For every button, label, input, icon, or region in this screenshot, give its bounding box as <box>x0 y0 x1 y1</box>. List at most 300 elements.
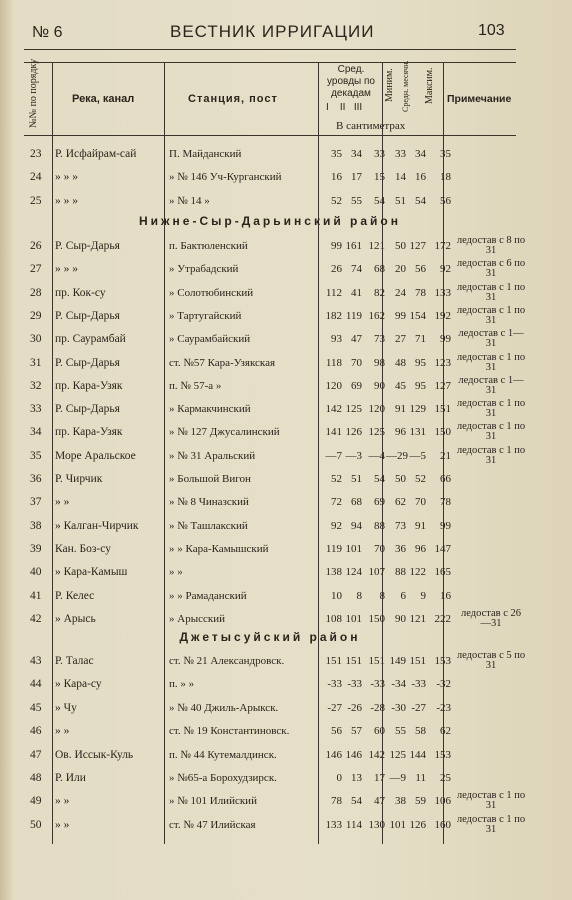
level-value: 10 <box>331 589 342 602</box>
level-value: 112 <box>325 286 342 299</box>
station-name: п. » » <box>169 678 195 691</box>
table-row <box>24 351 526 377</box>
level-value: -27 <box>411 701 426 714</box>
level-value: 27 <box>395 333 406 346</box>
level-value: 99 <box>331 240 342 252</box>
level-value: 144 <box>409 748 426 761</box>
level-value: 138 <box>325 566 342 579</box>
level-value: 9 <box>420 589 426 602</box>
level-value: 119 <box>325 542 342 555</box>
level-value: 99 <box>440 519 451 532</box>
station-name: » Утрабадский <box>169 263 239 276</box>
row-note: ледостав с 1—31 <box>458 374 524 396</box>
station-name: » № 8 Чиназский <box>169 496 249 509</box>
station-name: » № 14 » <box>169 194 210 207</box>
level-value: 98 <box>374 356 385 369</box>
table-row <box>24 421 526 446</box>
table-row <box>24 235 526 260</box>
row-number: 42 <box>30 612 42 625</box>
table-row <box>24 304 526 330</box>
row-note: ледостав с 26—31 <box>460 607 522 629</box>
table-row <box>24 790 526 815</box>
station-name: ст. № 47 Илийская <box>169 818 256 831</box>
level-value: 68 <box>351 496 362 509</box>
level-value: 41 <box>351 286 362 299</box>
station-name: » Солотюбинский <box>169 286 254 299</box>
level-value: 59 <box>415 795 426 808</box>
level-value: -34 <box>391 678 406 691</box>
level-value: 172 <box>434 240 451 252</box>
level-value: 88 <box>374 519 385 532</box>
row-number: 29 <box>30 309 42 322</box>
row-number: 28 <box>30 286 42 299</box>
level-value: 121 <box>368 240 385 252</box>
level-value: 54 <box>351 795 362 808</box>
level-value: 82 <box>374 286 385 299</box>
level-value: 47 <box>374 795 385 808</box>
header-note: Примечание <box>447 93 512 105</box>
level-value: 192 <box>434 309 451 322</box>
level-value: 6 <box>400 589 406 602</box>
level-value: 34 <box>351 148 362 160</box>
level-value: 51 <box>395 194 406 207</box>
row-note: ледостав с 1—31 <box>458 328 524 350</box>
station-name: » № 146 Уч-Курганский <box>169 171 282 184</box>
row-number: 46 <box>30 725 42 738</box>
row-number: 35 <box>30 449 42 462</box>
level-value: —3 <box>345 449 362 462</box>
station-name: » № Ташлакский <box>169 519 248 532</box>
level-value: 91 <box>395 403 406 416</box>
page-header <box>30 22 510 46</box>
level-value: 151 <box>434 403 451 416</box>
row-number: 33 <box>30 403 42 416</box>
level-value: 74 <box>351 263 362 276</box>
table-row <box>24 769 516 792</box>
level-value: 78 <box>415 286 426 299</box>
page-number: 103 <box>478 22 505 39</box>
level-value: 99 <box>440 333 451 346</box>
level-value: 35 <box>331 148 342 160</box>
level-value: 126 <box>409 818 426 831</box>
level-value: 20 <box>395 263 406 276</box>
river-name: Кан. Боз-су <box>55 542 111 555</box>
header-min: Миним. <box>384 68 395 102</box>
row-number: 41 <box>30 589 42 602</box>
row-number: 45 <box>30 701 42 714</box>
journal-title: ВЕСТНИК ИРРИГАЦИИ <box>170 22 375 41</box>
level-value: 14 <box>395 171 406 184</box>
row-note: ледостав с 1 по 31 <box>456 281 526 303</box>
level-value: 17 <box>374 772 385 784</box>
level-value: 17 <box>351 171 362 184</box>
table-row <box>24 493 516 516</box>
river-name: Р. Исфайрам-сай <box>55 148 137 160</box>
level-value: 38 <box>395 795 406 808</box>
table-row <box>24 813 526 839</box>
station-name: п. № 57-а » <box>169 379 222 392</box>
row-note: ледостав с 1 по 31 <box>456 304 526 326</box>
river-name: » Арысь <box>55 612 96 625</box>
river-name: Ов. Иссык-Куль <box>55 748 134 761</box>
level-value: -33 <box>327 678 342 691</box>
level-value: 123 <box>434 356 451 369</box>
level-value: 94 <box>351 519 362 532</box>
level-value: 150 <box>434 426 451 439</box>
station-name: П. Майданский <box>169 148 242 160</box>
level-value: 92 <box>440 263 451 276</box>
station-name: » Арысский <box>169 612 225 625</box>
station-name: п. Бактюленский <box>169 240 248 252</box>
level-value: -33 <box>370 678 385 691</box>
level-value: 160 <box>434 818 451 831</box>
station-name: » » <box>169 566 183 579</box>
river-name: пр. Кок-су <box>55 286 106 299</box>
table-row <box>24 675 516 698</box>
level-value: 51 <box>351 473 362 485</box>
river-name: » Кара-Камыш <box>55 566 128 579</box>
level-value: 47 <box>351 333 362 346</box>
level-value: 8 <box>379 589 385 602</box>
level-value: 8 <box>356 589 362 602</box>
level-value: 18 <box>440 171 451 184</box>
level-value: 54 <box>374 194 385 207</box>
level-value: 78 <box>331 795 342 808</box>
level-value: -27 <box>327 701 342 714</box>
level-value: 151 <box>368 655 385 667</box>
issue-number: № 6 <box>32 24 63 41</box>
level-value: 54 <box>415 194 426 207</box>
level-value: 66 <box>440 473 451 485</box>
station-name: » № 127 Джусалинский <box>169 426 280 439</box>
level-value: —9 <box>389 772 406 784</box>
level-value: 161 <box>345 240 362 252</box>
level-value: 151 <box>409 655 426 667</box>
level-value: 131 <box>409 426 426 439</box>
level-value: 127 <box>434 379 451 392</box>
level-value: 149 <box>389 655 406 667</box>
level-value: 36 <box>395 542 406 555</box>
level-value: 151 <box>325 655 342 667</box>
table-row <box>24 374 524 400</box>
level-value: 0 <box>336 772 342 784</box>
level-value: 88 <box>395 566 406 579</box>
river-name: Р. Талас <box>55 655 94 667</box>
level-value: 52 <box>331 473 342 485</box>
level-value: 125 <box>389 748 406 761</box>
level-value: 96 <box>415 542 426 555</box>
level-value: 101 <box>389 818 406 831</box>
level-value: 165 <box>434 566 451 579</box>
row-number: 44 <box>30 678 42 691</box>
row-note: ледостав с 8 по 31 <box>456 235 526 256</box>
river-name: Море Аральское <box>55 449 136 462</box>
table-row <box>24 328 524 353</box>
level-value: 73 <box>395 519 406 532</box>
level-value: 147 <box>434 542 451 555</box>
river-name: » » <box>55 725 70 738</box>
header-max: Максим. <box>424 67 435 104</box>
station-name: » » Рамаданский <box>169 589 247 602</box>
row-number: 25 <box>30 194 42 207</box>
decade-1: I <box>326 102 329 113</box>
table-row <box>24 281 526 307</box>
river-name: » » <box>55 795 70 808</box>
station-name: » Большой Вигон <box>169 473 251 485</box>
station-name: » №65-а Борохудзирск. <box>169 772 277 784</box>
level-value: 114 <box>345 818 362 831</box>
level-value: 62 <box>440 725 451 738</box>
row-note: ледостав с 6 по 31 <box>456 258 526 280</box>
station-name: » Тартугайский <box>169 309 242 322</box>
level-value: -32 <box>436 678 451 691</box>
level-value: 142 <box>368 748 385 761</box>
level-value: 33 <box>374 148 385 160</box>
header-decades <box>326 102 380 113</box>
level-value: 151 <box>345 655 362 667</box>
level-value: 15 <box>374 171 385 184</box>
level-value: 70 <box>415 496 426 509</box>
header-mean: Средн. месячн. <box>401 60 410 112</box>
row-number: 50 <box>30 818 42 831</box>
level-value: 52 <box>415 473 426 485</box>
river-name: » Калган-Чирчик <box>55 519 139 532</box>
river-name: Р. Келес <box>55 589 95 602</box>
table-row <box>24 398 526 423</box>
level-value: 90 <box>374 379 385 392</box>
level-value: 57 <box>351 725 362 738</box>
level-value: 56 <box>415 263 426 276</box>
level-value: 58 <box>415 725 426 738</box>
river-name: » » <box>55 818 70 831</box>
level-value: 141 <box>325 426 342 439</box>
level-value: 62 <box>395 496 406 509</box>
river-name: Р. Сыр-Дарья <box>55 309 120 322</box>
level-value: -33 <box>347 678 362 691</box>
level-value: 73 <box>374 333 385 346</box>
table-row <box>24 650 526 675</box>
level-value: 118 <box>325 356 342 369</box>
river-name: » Кара-су <box>55 678 102 691</box>
level-value: 50 <box>395 240 406 252</box>
district-heading: Джетысуйский район <box>179 630 361 644</box>
level-value: 45 <box>395 379 406 392</box>
row-note: ледостав с 5 по 31 <box>456 650 526 671</box>
level-value: 146 <box>325 748 342 761</box>
level-value: 154 <box>409 309 426 322</box>
level-value: 93 <box>331 333 342 346</box>
table-row <box>24 587 516 610</box>
river-name: » Чу <box>55 701 77 714</box>
level-value: 72 <box>331 496 342 509</box>
row-number: 23 <box>30 148 42 160</box>
table-row <box>24 168 516 191</box>
station-name: » № 40 Джиль-Арыкск. <box>169 701 279 714</box>
level-value: 142 <box>325 403 342 416</box>
row-number: 48 <box>30 772 42 784</box>
row-number: 38 <box>30 519 42 532</box>
level-value: —7 <box>325 449 342 462</box>
level-value: 101 <box>345 542 362 555</box>
level-value: 95 <box>415 356 426 369</box>
level-value: 56 <box>331 725 342 738</box>
table-row <box>24 722 516 745</box>
row-number: 36 <box>30 473 42 485</box>
row-number: 43 <box>30 655 42 667</box>
level-value: 153 <box>434 748 451 761</box>
level-value: 34 <box>415 148 426 160</box>
header-river: Река, канал <box>72 93 135 105</box>
level-value: 33 <box>395 148 406 160</box>
row-number: 31 <box>30 356 42 369</box>
row-number: 49 <box>30 795 42 808</box>
river-name: Р. Сыр-Дарья <box>55 240 120 252</box>
table-row <box>24 540 516 563</box>
river-name: пр. Кара-Узяк <box>55 426 123 439</box>
station-name: » » Кара-Камышский <box>169 542 269 555</box>
river-name: » » » <box>55 171 78 184</box>
station-name: п. № 44 Кутемалдинск. <box>169 748 277 761</box>
table-row <box>24 517 516 540</box>
level-value: -30 <box>391 701 406 714</box>
level-value: 60 <box>374 725 385 738</box>
level-value: 162 <box>368 309 385 322</box>
row-number: 40 <box>30 566 42 579</box>
level-value: 108 <box>325 612 342 625</box>
row-note: ледостав с 1 по 31 <box>456 398 526 420</box>
level-value: 125 <box>368 426 385 439</box>
station-name: ст. № 19 Константиновск. <box>169 725 290 738</box>
level-value: —5 <box>409 449 426 462</box>
level-value: 71 <box>415 333 426 346</box>
river-name: пр. Саурамбай <box>55 333 126 346</box>
station-name: » Саурамбайский <box>169 333 251 346</box>
level-value: 153 <box>434 655 451 667</box>
level-value: 48 <box>395 356 406 369</box>
level-value: -28 <box>370 701 385 714</box>
level-value: 54 <box>374 473 385 485</box>
level-value: 122 <box>409 566 426 579</box>
level-value: —29 <box>386 449 408 462</box>
row-number: 32 <box>30 379 42 392</box>
station-name: » № 101 Илийский <box>169 795 257 808</box>
level-value: 16 <box>440 589 451 602</box>
level-value: 55 <box>351 194 362 207</box>
header-units: В сантиметрах <box>336 120 406 132</box>
level-value: -26 <box>347 701 362 714</box>
level-value: 35 <box>440 148 451 160</box>
level-value: 26 <box>331 263 342 276</box>
level-value: 133 <box>434 286 451 299</box>
header-station: Станция, пост <box>188 93 278 105</box>
table-row <box>24 444 526 470</box>
level-value: 133 <box>325 818 342 831</box>
table-row <box>24 563 516 586</box>
level-value: 106 <box>434 795 451 808</box>
level-value: 222 <box>434 612 451 625</box>
level-value: 182 <box>325 309 342 322</box>
level-value: 124 <box>345 566 362 579</box>
station-name: ст. № 21 Александровск. <box>169 655 285 667</box>
level-value: 16 <box>331 171 342 184</box>
row-note: ледостав с 1 по 31 <box>456 813 526 835</box>
station-name: » № 31 Аральский <box>169 449 256 462</box>
level-value: 121 <box>409 612 426 625</box>
level-value: 150 <box>368 612 385 625</box>
table-row <box>24 470 516 493</box>
row-number: 37 <box>30 496 42 509</box>
level-value: 120 <box>325 379 342 392</box>
level-value: 126 <box>345 426 362 439</box>
level-value: 69 <box>351 379 362 392</box>
river-name: Р. Сыр-Дарья <box>55 356 120 369</box>
level-value: 78 <box>440 496 451 509</box>
row-number: 34 <box>30 426 42 439</box>
row-number: 39 <box>30 542 42 555</box>
row-number: 30 <box>30 333 42 346</box>
row-note: ледостав с 1 по 31 <box>456 351 526 373</box>
level-value: 146 <box>345 748 362 761</box>
level-value: 127 <box>409 240 426 252</box>
level-value: 125 <box>345 403 362 416</box>
row-note: ледостав с 1 по 31 <box>456 421 526 443</box>
level-value: 91 <box>415 519 426 532</box>
level-value: 16 <box>415 171 426 184</box>
table-row <box>24 746 516 769</box>
level-value: 119 <box>345 309 362 322</box>
level-value: 101 <box>345 612 362 625</box>
level-value: 96 <box>395 426 406 439</box>
table-row <box>24 145 516 168</box>
district-heading: Нижне-Сыр-Дарьинский район <box>139 214 401 228</box>
river-name: » » » <box>55 263 78 276</box>
header-rule <box>24 49 516 50</box>
river-name: пр. Кара-Узяк <box>55 379 123 392</box>
level-value: 21 <box>440 449 451 462</box>
row-number: 24 <box>30 171 42 184</box>
level-value: 56 <box>440 194 451 207</box>
table-row <box>24 192 516 215</box>
level-value: 69 <box>374 496 385 509</box>
level-value: 11 <box>415 772 426 784</box>
level-value: 129 <box>409 403 426 416</box>
row-number: 26 <box>30 240 42 252</box>
level-value: 70 <box>351 356 362 369</box>
decade-3: III <box>353 102 363 113</box>
level-value: 55 <box>395 725 406 738</box>
level-value: -23 <box>436 701 451 714</box>
level-value: 25 <box>440 772 451 784</box>
level-value: 99 <box>395 309 406 322</box>
level-value: 68 <box>374 263 385 276</box>
level-value: -33 <box>411 678 426 691</box>
level-value: 107 <box>368 566 385 579</box>
river-name: » » <box>55 496 70 509</box>
level-value: 24 <box>395 286 406 299</box>
decade-2: II <box>339 102 346 113</box>
table-row <box>24 699 516 722</box>
river-name: » » » <box>55 194 78 207</box>
row-number: 27 <box>30 263 42 276</box>
row-number: 47 <box>30 748 42 761</box>
level-value: 13 <box>351 772 362 784</box>
table-row <box>24 258 526 283</box>
level-value: 92 <box>331 519 342 532</box>
river-name: Р. Или <box>55 772 86 784</box>
row-note: ледостав с 1 по 31 <box>456 444 526 466</box>
station-name: » Кармакчинский <box>169 403 251 416</box>
level-value: 130 <box>368 818 385 831</box>
